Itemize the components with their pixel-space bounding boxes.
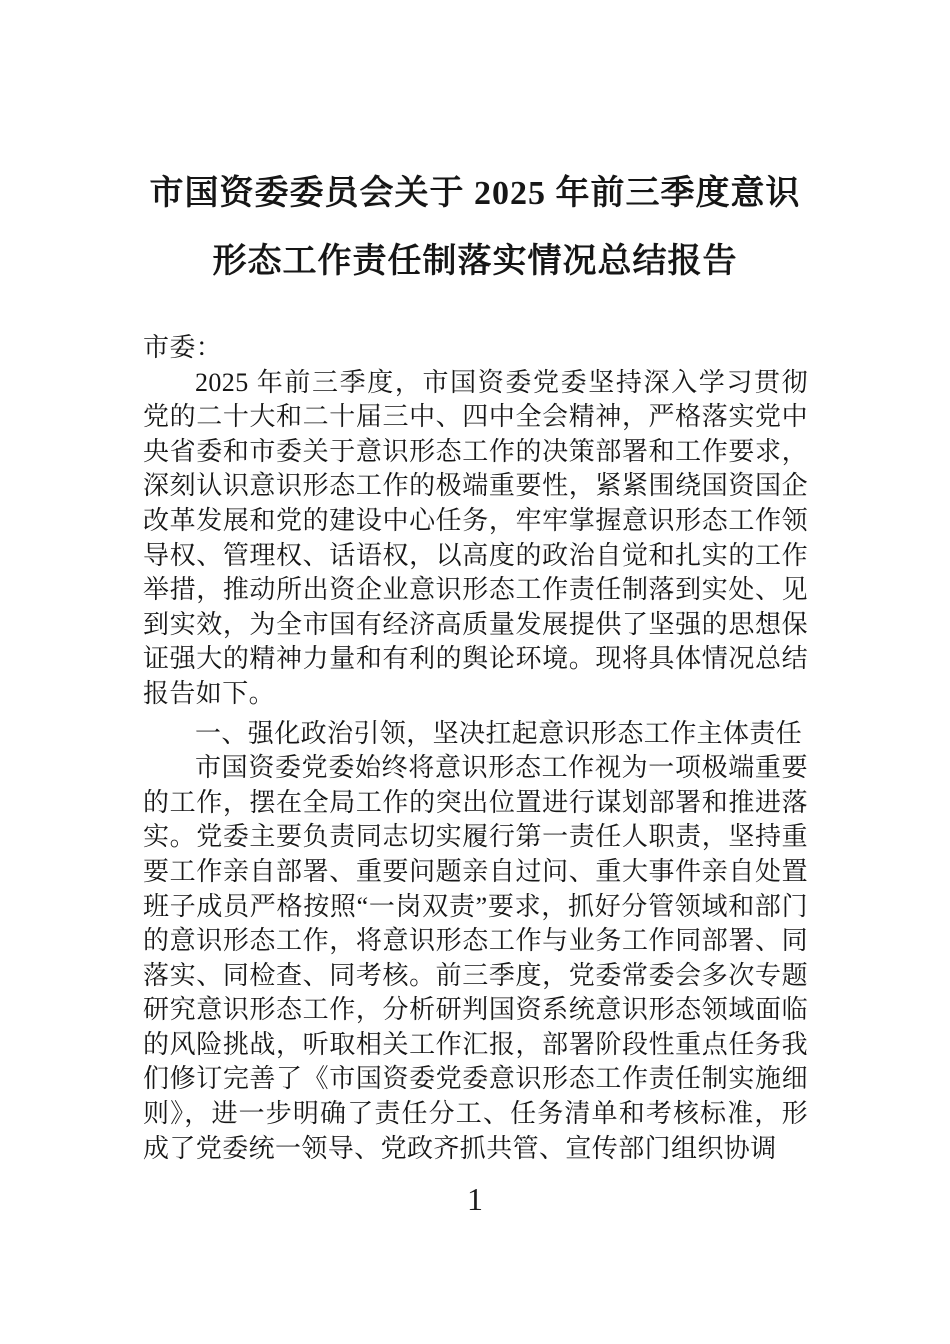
title-line-2: 形态工作责任制落实情况总结报告 (212, 243, 738, 280)
paragraph-section-1: 市国资委党委始终将意识形态工作视为一项极端重要的工作，摆在全局工作的突出位置进行谋划部署和推进落实。党委主要负责同志切实履行第一责任人职责，坚持重要工作亲自部署、重要问题亲自过问、重大事件亲自处置班子成员严格按照“一岗双责”要求，抓好分管领域和部门的意识形态工作，将意识形态工作与业务工作同部署、同落实、同检查、同考核。前三季度，党委常委会多次专题研究意识形态工作，分析研判国资系统意识形态领域面临的风险挑战，听取相关工作汇报，部署阶段性重点任务我们修订完善了《市国资委党委意识形态工作责任制实施细则》，进一步明确了责任分工、任务清单和考核标准，形成了党委统一领导、党政齐抓共管、宣传部门组织协调 (143, 753, 808, 1163)
section-heading-1: 一、强化政治引领，坚决扛起意识形态工作主体责任 (195, 718, 803, 748)
salutation: 市委： (143, 333, 223, 362)
title-line-1: 市国资委委员会关于 2025 年前三季度意识 (149, 175, 801, 212)
document-title (70, 160, 880, 296)
page-number: 1 (467, 1181, 483, 1217)
document-body (143, 331, 808, 1166)
paragraph-intro: 2025 年前三季度，市国资委党委坚持深入学习贯彻党的二十大和二十届三中、四中全会精神，严格落实党中央省委和市委关于意识形态工作的决策部署和工作要求，深刻认识意识形态工作的极端重要性，紧紧围绕国资国企改革发展和党的建设中心任务，牢牢掌握意识形态工作领导权、管理权、话语权，以高度的政治自觉和扎实的工作举措，推动所出资企业意识形态工作责任制落到实处、见到实效，为全市国有经济高质量发展提供了坚强的思想保证强大的精神力量和有利的舆论环境。现将具体情况总结报告如下。 (143, 367, 808, 708)
